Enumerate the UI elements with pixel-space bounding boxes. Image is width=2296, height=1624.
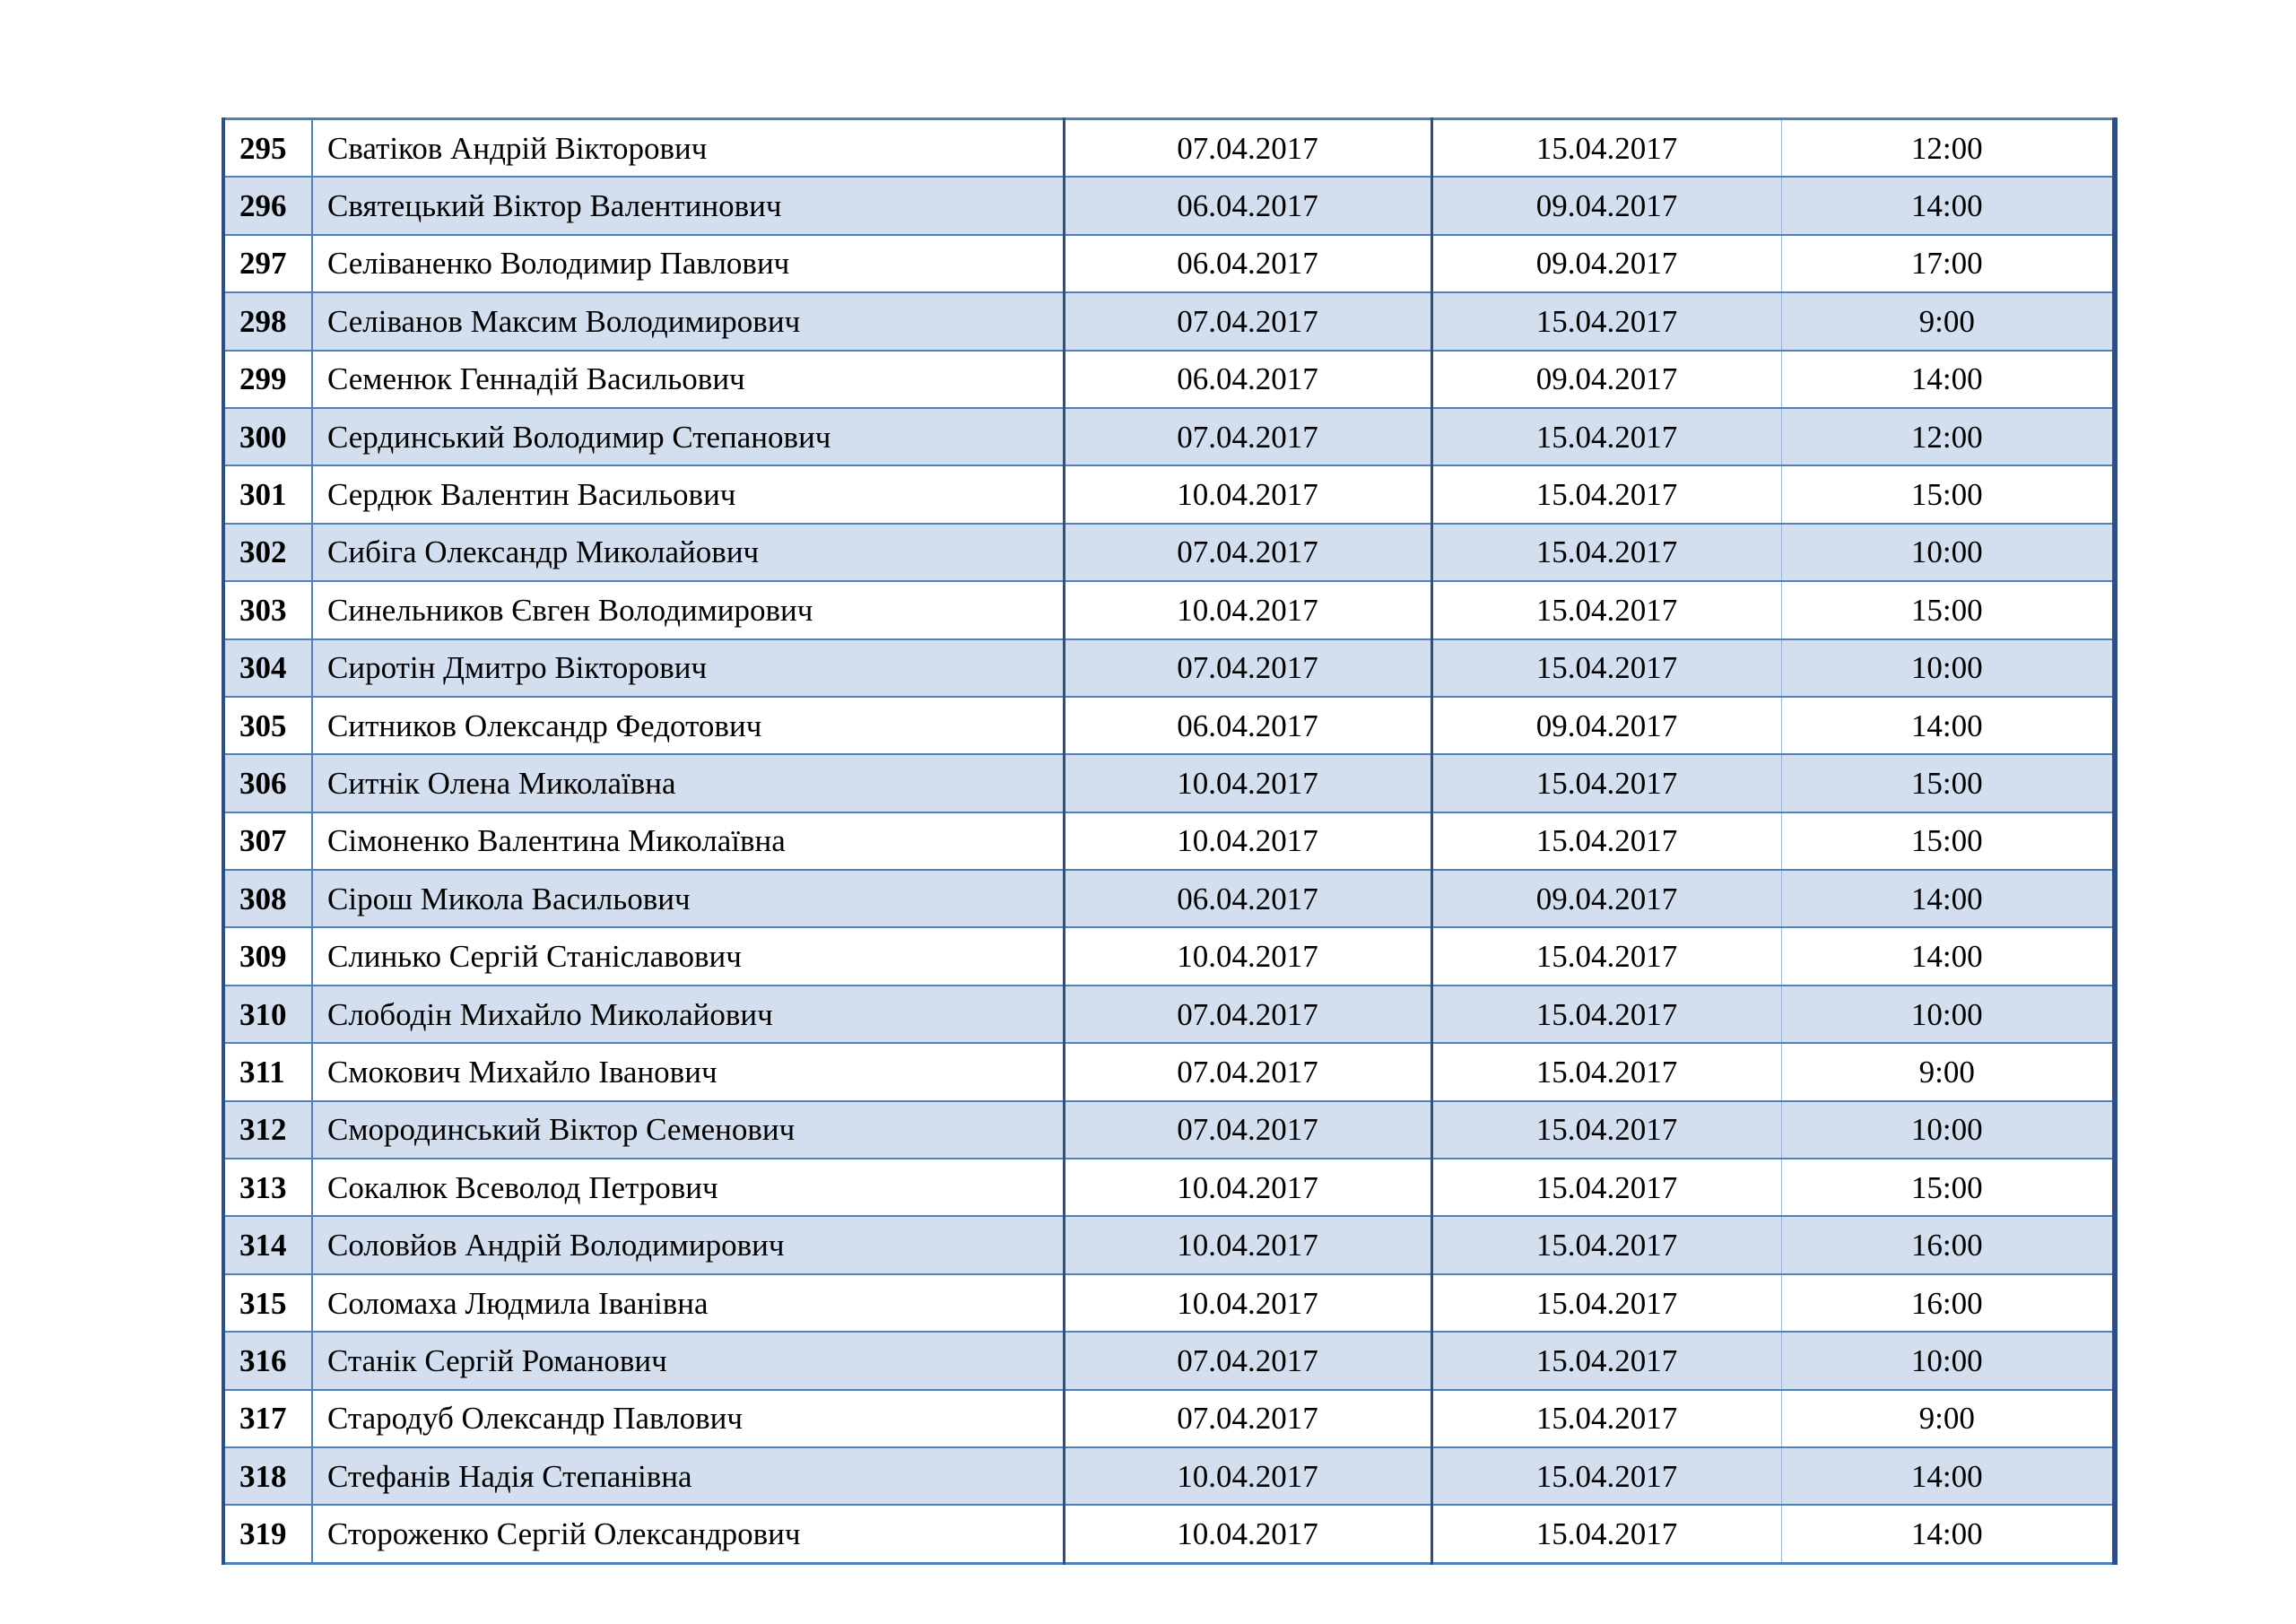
table-row xyxy=(223,639,2115,697)
date-first: 10.04.2017 xyxy=(1064,754,1431,812)
person-name: Стороженко Сергій Олександрович xyxy=(312,1505,1064,1563)
date-first: 06.04.2017 xyxy=(1064,235,1431,292)
date-first: 06.04.2017 xyxy=(1064,177,1431,234)
table-row xyxy=(223,1159,2115,1216)
person-name: Синельников Євген Володимирович xyxy=(312,581,1064,638)
row-number: 315 xyxy=(223,1274,312,1332)
table-row xyxy=(223,465,2115,523)
person-name: Сірош Микола Васильович xyxy=(312,870,1064,927)
date-second: 15.04.2017 xyxy=(1431,119,1781,178)
date-first: 10.04.2017 xyxy=(1064,812,1431,870)
row-number: 319 xyxy=(223,1505,312,1563)
person-name: Сердюк Валентин Васильович xyxy=(312,465,1064,523)
row-number: 312 xyxy=(223,1101,312,1159)
row-number: 301 xyxy=(223,465,312,523)
time-cell: 14:00 xyxy=(1781,870,2115,927)
table-row xyxy=(223,1274,2115,1332)
date-first: 10.04.2017 xyxy=(1064,1447,1431,1505)
date-second: 09.04.2017 xyxy=(1431,697,1781,754)
person-name: Смородинський Віктор Семенович xyxy=(312,1101,1064,1159)
date-second: 09.04.2017 xyxy=(1431,870,1781,927)
time-cell: 15:00 xyxy=(1781,754,2115,812)
person-name: Сердинський Володимир Степанович xyxy=(312,408,1064,465)
time-cell: 15:00 xyxy=(1781,465,2115,523)
date-first: 10.04.2017 xyxy=(1064,1505,1431,1563)
time-cell: 15:00 xyxy=(1781,812,2115,870)
date-second: 15.04.2017 xyxy=(1431,1101,1781,1159)
time-cell: 12:00 xyxy=(1781,119,2115,178)
date-first: 10.04.2017 xyxy=(1064,465,1431,523)
date-second: 09.04.2017 xyxy=(1431,351,1781,408)
date-second: 15.04.2017 xyxy=(1431,1447,1781,1505)
row-number: 314 xyxy=(223,1216,312,1273)
row-number: 302 xyxy=(223,524,312,581)
date-second: 15.04.2017 xyxy=(1431,927,1781,985)
table-row xyxy=(223,812,2115,870)
time-cell: 9:00 xyxy=(1781,292,2115,350)
person-name: Селіванов Максим Володимирович xyxy=(312,292,1064,350)
row-number: 309 xyxy=(223,927,312,985)
table-row xyxy=(223,1505,2115,1563)
date-second: 15.04.2017 xyxy=(1431,1332,1781,1389)
table-row xyxy=(223,927,2115,985)
date-second: 15.04.2017 xyxy=(1431,1390,1781,1447)
date-first: 07.04.2017 xyxy=(1064,119,1431,178)
date-second: 15.04.2017 xyxy=(1431,1159,1781,1216)
date-second: 15.04.2017 xyxy=(1431,292,1781,350)
date-first: 07.04.2017 xyxy=(1064,1101,1431,1159)
date-second: 15.04.2017 xyxy=(1431,581,1781,638)
row-number: 316 xyxy=(223,1332,312,1389)
table-row xyxy=(223,754,2115,812)
row-number: 298 xyxy=(223,292,312,350)
person-name: Соловйов Андрій Володимирович xyxy=(312,1216,1064,1273)
time-cell: 14:00 xyxy=(1781,177,2115,234)
date-second: 15.04.2017 xyxy=(1431,408,1781,465)
time-cell: 17:00 xyxy=(1781,235,2115,292)
date-second: 15.04.2017 xyxy=(1431,465,1781,523)
table-row xyxy=(223,581,2115,638)
table-row xyxy=(223,1447,2115,1505)
time-cell: 10:00 xyxy=(1781,986,2115,1043)
table-row xyxy=(223,697,2115,754)
time-cell: 14:00 xyxy=(1781,351,2115,408)
table-row xyxy=(223,524,2115,581)
date-first: 10.04.2017 xyxy=(1064,1274,1431,1332)
time-cell: 15:00 xyxy=(1781,1159,2115,1216)
table-row xyxy=(223,1101,2115,1159)
table-row xyxy=(223,1390,2115,1447)
row-number: 296 xyxy=(223,177,312,234)
table-row xyxy=(223,119,2115,178)
row-number: 295 xyxy=(223,119,312,178)
table-row xyxy=(223,986,2115,1043)
row-number: 300 xyxy=(223,408,312,465)
person-name: Ситников Олександр Федотович xyxy=(312,697,1064,754)
time-cell: 10:00 xyxy=(1781,524,2115,581)
roster-body xyxy=(223,119,2115,1564)
row-number: 307 xyxy=(223,812,312,870)
date-second: 15.04.2017 xyxy=(1431,986,1781,1043)
date-second: 09.04.2017 xyxy=(1431,235,1781,292)
person-name: Станік Сергій Романович xyxy=(312,1332,1064,1389)
row-number: 306 xyxy=(223,754,312,812)
date-first: 06.04.2017 xyxy=(1064,697,1431,754)
date-second: 15.04.2017 xyxy=(1431,1505,1781,1563)
person-name: Сибіга Олександр Миколайович xyxy=(312,524,1064,581)
person-name: Сімоненко Валентина Миколаївна xyxy=(312,812,1064,870)
date-first: 06.04.2017 xyxy=(1064,870,1431,927)
time-cell: 16:00 xyxy=(1781,1216,2115,1273)
row-number: 297 xyxy=(223,235,312,292)
row-number: 318 xyxy=(223,1447,312,1505)
date-second: 15.04.2017 xyxy=(1431,1216,1781,1273)
row-number: 304 xyxy=(223,639,312,697)
person-name: Слободін Михайло Миколайович xyxy=(312,986,1064,1043)
date-first: 10.04.2017 xyxy=(1064,1159,1431,1216)
table-row xyxy=(223,870,2115,927)
person-name: Святецький Віктор Валентинович xyxy=(312,177,1064,234)
table-row xyxy=(223,1332,2115,1389)
time-cell: 14:00 xyxy=(1781,697,2115,754)
date-first: 10.04.2017 xyxy=(1064,581,1431,638)
date-second: 15.04.2017 xyxy=(1431,639,1781,697)
date-second: 09.04.2017 xyxy=(1431,177,1781,234)
time-cell: 10:00 xyxy=(1781,639,2115,697)
date-first: 07.04.2017 xyxy=(1064,639,1431,697)
time-cell: 9:00 xyxy=(1781,1390,2115,1447)
person-name: Селіваненко Володимир Павлович xyxy=(312,235,1064,292)
date-second: 15.04.2017 xyxy=(1431,1043,1781,1100)
date-first: 07.04.2017 xyxy=(1064,1390,1431,1447)
time-cell: 15:00 xyxy=(1781,581,2115,638)
date-first: 06.04.2017 xyxy=(1064,351,1431,408)
time-cell: 12:00 xyxy=(1781,408,2115,465)
row-number: 308 xyxy=(223,870,312,927)
table-row xyxy=(223,1043,2115,1100)
person-name: Смокович Михайло Іванович xyxy=(312,1043,1064,1100)
time-cell: 10:00 xyxy=(1781,1101,2115,1159)
table-row xyxy=(223,408,2115,465)
date-second: 15.04.2017 xyxy=(1431,754,1781,812)
row-number: 303 xyxy=(223,581,312,638)
time-cell: 16:00 xyxy=(1781,1274,2115,1332)
time-cell: 9:00 xyxy=(1781,1043,2115,1100)
person-name: Стефанів Надія Степанівна xyxy=(312,1447,1064,1505)
person-name: Ситнік Олена Миколаївна xyxy=(312,754,1064,812)
person-name: Соломаха Людмила Іванівна xyxy=(312,1274,1064,1332)
row-number: 313 xyxy=(223,1159,312,1216)
date-first: 07.04.2017 xyxy=(1064,292,1431,350)
roster-table xyxy=(222,117,2118,1565)
date-first: 07.04.2017 xyxy=(1064,1332,1431,1389)
row-number: 305 xyxy=(223,697,312,754)
table-row xyxy=(223,235,2115,292)
person-name: Сватіков Андрій Вікторович xyxy=(312,119,1064,178)
table-row xyxy=(223,177,2115,234)
person-name: Сиротін Дмитро Вікторович xyxy=(312,639,1064,697)
row-number: 317 xyxy=(223,1390,312,1447)
date-first: 07.04.2017 xyxy=(1064,408,1431,465)
table-row xyxy=(223,351,2115,408)
person-name: Сокалюк Всеволод Петрович xyxy=(312,1159,1064,1216)
person-name: Слинько Сергій Станіславович xyxy=(312,927,1064,985)
time-cell: 14:00 xyxy=(1781,927,2115,985)
date-first: 07.04.2017 xyxy=(1064,1043,1431,1100)
time-cell: 14:00 xyxy=(1781,1447,2115,1505)
time-cell: 14:00 xyxy=(1781,1505,2115,1563)
row-number: 311 xyxy=(223,1043,312,1100)
date-second: 15.04.2017 xyxy=(1431,1274,1781,1332)
row-number: 310 xyxy=(223,986,312,1043)
time-cell: 10:00 xyxy=(1781,1332,2115,1389)
date-second: 15.04.2017 xyxy=(1431,812,1781,870)
table-row xyxy=(223,1216,2115,1273)
date-first: 10.04.2017 xyxy=(1064,1216,1431,1273)
date-first: 07.04.2017 xyxy=(1064,986,1431,1043)
row-number: 299 xyxy=(223,351,312,408)
date-second: 15.04.2017 xyxy=(1431,524,1781,581)
date-first: 10.04.2017 xyxy=(1064,927,1431,985)
person-name: Стародуб Олександр Павлович xyxy=(312,1390,1064,1447)
table-row xyxy=(223,292,2115,350)
date-first: 07.04.2017 xyxy=(1064,524,1431,581)
person-name: Семенюк Геннадій Васильович xyxy=(312,351,1064,408)
